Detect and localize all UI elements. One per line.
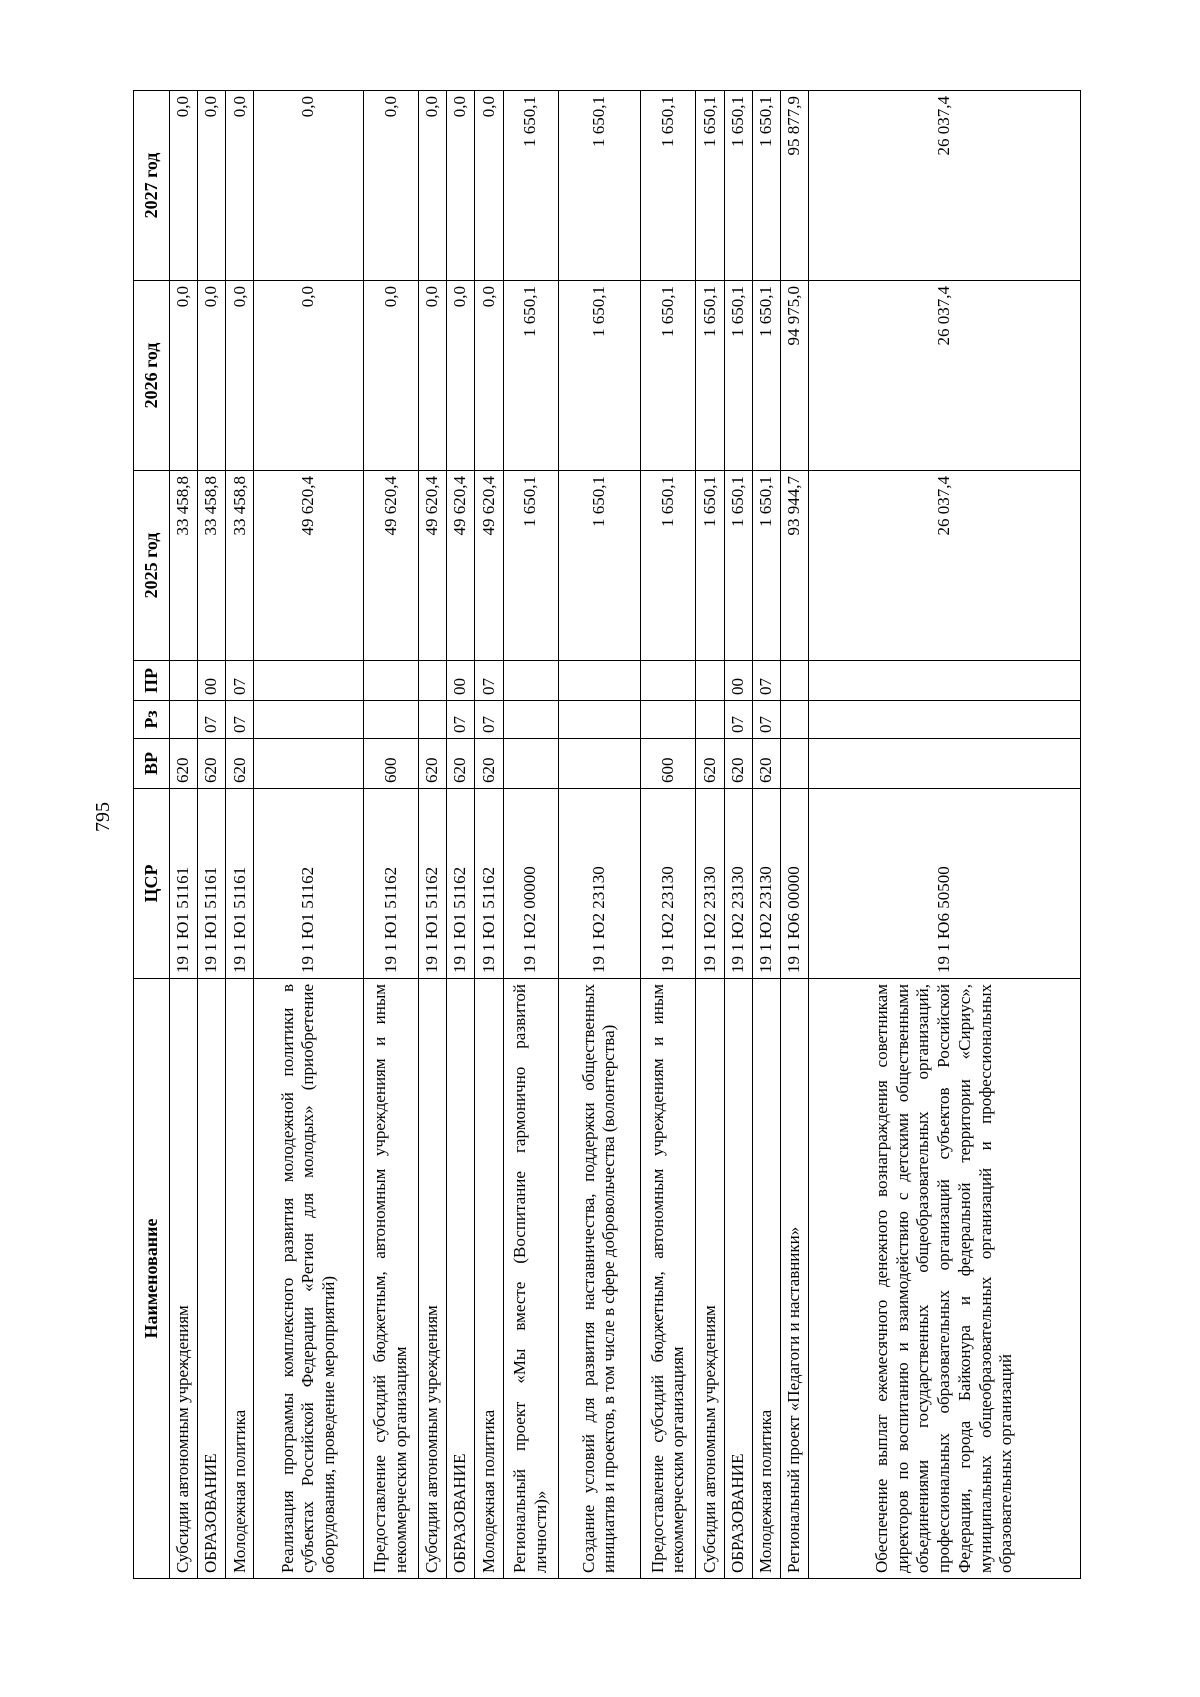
cell-rz [419, 701, 447, 739]
cell-2025: 1 650,1 [558, 471, 640, 661]
header-pr: ПР [134, 661, 170, 701]
cell-2027: 0,0 [475, 91, 503, 281]
table-row [254, 91, 363, 1579]
cell-vr: 600 [641, 739, 696, 789]
cell-2025: 49 620,4 [254, 471, 363, 661]
cell-name: Региональный проект «Педагоги и наставники» [780, 979, 808, 1579]
cell-name: Молодежная политика [475, 979, 503, 1579]
cell-2027: 0,0 [363, 91, 418, 281]
cell-pr: 00 [447, 661, 475, 701]
cell-2027: 1 650,1 [641, 91, 696, 281]
cell-2025: 1 650,1 [503, 471, 558, 661]
table-row [752, 91, 780, 1579]
cell-pr [503, 661, 558, 701]
cell-csr: 19 1 Ю2 23130 [558, 789, 640, 979]
cell-name: Реализация программы комплексного развития молодежной политики в субъектах Российской Федерации «Регион для молодых» (приобретение оборудования, проведение мероприятий) [254, 979, 363, 1579]
cell-rz: 07 [226, 701, 254, 739]
cell-rz [254, 701, 363, 739]
cell-pr [419, 661, 447, 701]
cell-name: ОБРАЗОВАНИЕ [198, 979, 226, 1579]
cell-rz [808, 701, 1080, 739]
cell-2025: 49 620,4 [475, 471, 503, 661]
table-header-row [134, 91, 170, 1579]
cell-csr: 19 1 Ю1 51162 [447, 789, 475, 979]
cell-2027: 0,0 [226, 91, 254, 281]
cell-rz: 07 [447, 701, 475, 739]
cell-pr: 07 [226, 661, 254, 701]
cell-pr [363, 661, 418, 701]
cell-rz [780, 701, 808, 739]
cell-vr: 620 [226, 739, 254, 789]
cell-2027: 1 650,1 [752, 91, 780, 281]
cell-csr: 19 1 Ю1 51161 [198, 789, 226, 979]
header-name: Наименование [134, 979, 170, 1579]
cell-2025: 1 650,1 [752, 471, 780, 661]
cell-2027: 0,0 [198, 91, 226, 281]
cell-pr: 00 [724, 661, 752, 701]
table-row [641, 91, 696, 1579]
cell-csr: 19 1 Ю2 23130 [641, 789, 696, 979]
cell-vr: 620 [475, 739, 503, 789]
cell-name: Субсидии автономным учреждениям [419, 979, 447, 1579]
cell-2025: 49 620,4 [447, 471, 475, 661]
cell-rz: 07 [752, 701, 780, 739]
cell-pr [558, 661, 640, 701]
cell-pr [254, 661, 363, 701]
cell-name: Региональный проект «Мы вместе (Воспитание гармонично развитой личности)» [503, 979, 558, 1579]
cell-pr [641, 661, 696, 701]
table-row [447, 91, 475, 1579]
header-2026: 2026 год [134, 281, 170, 471]
cell-2026: 94 975,0 [780, 281, 808, 471]
header-vr: ВР [134, 739, 170, 789]
cell-name: Субсидии автономным учреждениям [696, 979, 724, 1579]
cell-2027: 0,0 [170, 91, 198, 281]
cell-2026: 1 650,1 [503, 281, 558, 471]
cell-rz [170, 701, 198, 739]
cell-rz [503, 701, 558, 739]
cell-name: ОБРАЗОВАНИЕ [724, 979, 752, 1579]
cell-2026: 1 650,1 [696, 281, 724, 471]
header-csr: ЦСР [134, 789, 170, 979]
rotated-table-wrapper [133, 91, 1081, 1579]
cell-2027: 1 650,1 [503, 91, 558, 281]
table-row [226, 91, 254, 1579]
cell-vr [503, 739, 558, 789]
cell-2027: 1 650,1 [724, 91, 752, 281]
table-row [808, 91, 1080, 1579]
cell-vr: 620 [198, 739, 226, 789]
cell-csr: 19 1 Ю1 51162 [475, 789, 503, 979]
cell-vr [808, 739, 1080, 789]
cell-vr [254, 739, 363, 789]
cell-csr: 19 1 Ю1 51161 [170, 789, 198, 979]
cell-2026: 1 650,1 [558, 281, 640, 471]
table-row [696, 91, 724, 1579]
table-row [724, 91, 752, 1579]
table-row [780, 91, 808, 1579]
cell-2027: 1 650,1 [696, 91, 724, 281]
cell-2026: 0,0 [254, 281, 363, 471]
cell-2026: 0,0 [226, 281, 254, 471]
cell-pr [696, 661, 724, 701]
cell-vr: 620 [724, 739, 752, 789]
cell-2025: 33 458,8 [226, 471, 254, 661]
cell-2027: 95 877,9 [780, 91, 808, 281]
cell-2025: 33 458,8 [170, 471, 198, 661]
header-2027: 2027 год [134, 91, 170, 281]
cell-csr: 19 1 Ю2 23130 [724, 789, 752, 979]
cell-name: ОБРАЗОВАНИЕ [447, 979, 475, 1579]
cell-2027: 0,0 [419, 91, 447, 281]
cell-2025: 1 650,1 [724, 471, 752, 661]
cell-name: Обеспечение выплат ежемесячного денежного вознаграждения советникам директоров по воспитанию и взаимодействию с детскими общественными объединениями государственных общеобразовательных организаций, профессиональных образовательных организаций субъектов Российской Федерации, города Байконура и федеральной территории «Сириус», муниципальных общеобразовательных организаций и профессиональных образовательных организаций [808, 979, 1080, 1579]
cell-pr: 07 [752, 661, 780, 701]
cell-rz [641, 701, 696, 739]
cell-csr: 19 1 Ю2 23130 [752, 789, 780, 979]
cell-csr: 19 1 Ю2 23130 [696, 789, 724, 979]
cell-vr: 620 [419, 739, 447, 789]
cell-2026: 1 650,1 [752, 281, 780, 471]
cell-name: Молодежная политика [752, 979, 780, 1579]
cell-2027: 26 037,4 [808, 91, 1080, 281]
page-number: 795 [92, 802, 114, 832]
cell-2026: 0,0 [363, 281, 418, 471]
cell-csr: 19 1 Ю1 51161 [226, 789, 254, 979]
table-row [558, 91, 640, 1579]
cell-pr [780, 661, 808, 701]
cell-2025: 26 037,4 [808, 471, 1080, 661]
cell-rz [696, 701, 724, 739]
cell-vr [780, 739, 808, 789]
cell-2025: 49 620,4 [363, 471, 418, 661]
cell-2026: 0,0 [198, 281, 226, 471]
cell-pr [170, 661, 198, 701]
cell-pr: 07 [475, 661, 503, 701]
table-row [475, 91, 503, 1579]
cell-name: Субсидии автономным учреждениям [170, 979, 198, 1579]
cell-vr: 620 [752, 739, 780, 789]
cell-2026: 1 650,1 [724, 281, 752, 471]
cell-pr: 00 [198, 661, 226, 701]
cell-name: Молодежная политика [226, 979, 254, 1579]
cell-csr: 19 1 Ю1 51162 [419, 789, 447, 979]
table-row [503, 91, 558, 1579]
cell-name: Создание условий для развития наставничества, поддержки общественных инициатив и проектов, в том числе в сфере добровольчества (волонтерства) [558, 979, 640, 1579]
cell-2025: 93 944,7 [780, 471, 808, 661]
cell-name: Предоставление субсидий бюджетным, автономным учреждениям и иным некоммерческим организациям [363, 979, 418, 1579]
cell-2025: 1 650,1 [641, 471, 696, 661]
cell-2026: 26 037,4 [808, 281, 1080, 471]
cell-pr [808, 661, 1080, 701]
cell-vr: 620 [447, 739, 475, 789]
cell-csr: 19 1 Ю6 50500 [808, 789, 1080, 979]
cell-2025: 49 620,4 [419, 471, 447, 661]
cell-2025: 33 458,8 [198, 471, 226, 661]
cell-2027: 0,0 [254, 91, 363, 281]
table-row [170, 91, 198, 1579]
cell-2026: 0,0 [419, 281, 447, 471]
table-row [419, 91, 447, 1579]
cell-rz [558, 701, 640, 739]
budget-table [133, 90, 1081, 1579]
cell-2026: 0,0 [170, 281, 198, 471]
cell-csr: 19 1 Ю6 00000 [780, 789, 808, 979]
table-row [198, 91, 226, 1579]
cell-2026: 1 650,1 [641, 281, 696, 471]
cell-csr: 19 1 Ю1 51162 [254, 789, 363, 979]
cell-2026: 0,0 [475, 281, 503, 471]
cell-rz: 07 [724, 701, 752, 739]
cell-csr: 19 1 Ю2 00000 [503, 789, 558, 979]
table-row [363, 91, 418, 1579]
cell-name: Предоставление субсидий бюджетным, автономным учреждениям и иным некоммерческим организациям [641, 979, 696, 1579]
cell-2027: 1 650,1 [558, 91, 640, 281]
cell-vr: 620 [696, 739, 724, 789]
cell-csr: 19 1 Ю1 51162 [363, 789, 418, 979]
cell-2025: 1 650,1 [696, 471, 724, 661]
header-rz: Рз [134, 701, 170, 739]
cell-rz: 07 [475, 701, 503, 739]
cell-rz [363, 701, 418, 739]
cell-vr: 600 [363, 739, 418, 789]
cell-2026: 0,0 [447, 281, 475, 471]
cell-rz: 07 [198, 701, 226, 739]
cell-vr: 620 [170, 739, 198, 789]
cell-vr [558, 739, 640, 789]
cell-2027: 0,0 [447, 91, 475, 281]
header-2025: 2025 год [134, 471, 170, 661]
